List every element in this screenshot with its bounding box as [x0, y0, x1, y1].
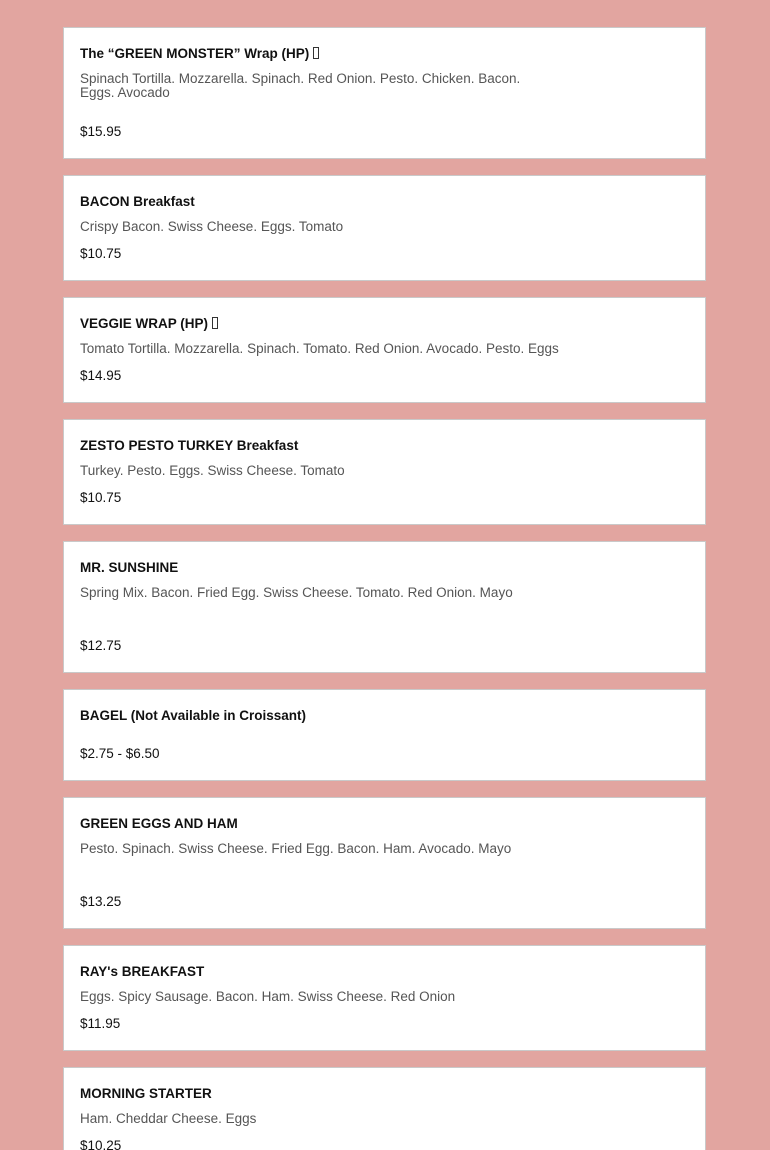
menu-item-price: $10.25 — [80, 1138, 122, 1150]
menu-item-price: $12.75 — [80, 638, 122, 653]
menu-item-description: Turkey. Pesto. Eggs. Swiss Cheese. Tomato — [80, 463, 345, 478]
box-glyph-icon — [212, 317, 218, 329]
menu-item-title: BAGEL (Not Available in Croissant) — [80, 708, 307, 723]
box-glyph-icon — [313, 47, 319, 59]
menu-item-description: Spinach Tortilla. Mozzarella. Spinach. Red Onion. Pesto. Chicken. Bacon. Eggs. Avocado — [80, 71, 521, 100]
menu-item-title: RAY's BREAKFAST — [80, 964, 205, 979]
menu-item-description: Tomato Tortilla. Mozzarella. Spinach. Tomato. Red Onion. Avocado. Pesto. Eggs — [80, 341, 559, 356]
menu-item-title: ZESTO PESTO TURKEY Breakfast — [80, 438, 299, 453]
menu-item-title: The “GREEN MONSTER” Wrap (HP) — [80, 46, 319, 61]
menu-item-description: Crispy Bacon. Swiss Cheese. Eggs. Tomato — [80, 219, 344, 234]
menu-item-description: Pesto. Spinach. Swiss Cheese. Fried Egg. Bacon. Ham. Avocado. Mayo — [80, 841, 512, 856]
menu-item-price: $10.75 — [80, 246, 122, 261]
menu-item-price: $15.95 — [80, 124, 122, 139]
menu-item-card[interactable] — [63, 175, 706, 281]
menu-item-title: MORNING STARTER — [80, 1086, 212, 1101]
menu-item-price: $2.75 - $6.50 — [80, 746, 160, 761]
menu-item-price: $11.95 — [80, 1016, 121, 1031]
menu-item-card[interactable] — [63, 1067, 706, 1150]
menu-item-description: Eggs. Spicy Sausage. Bacon. Ham. Swiss Cheese. Red Onion — [80, 989, 456, 1004]
menu-item-card[interactable] — [63, 541, 706, 673]
menu-item-card[interactable] — [63, 27, 706, 159]
menu-item-card[interactable] — [63, 419, 706, 525]
menu-item-description: Ham. Cheddar Cheese. Eggs — [80, 1111, 257, 1126]
menu-item-card[interactable] — [63, 689, 706, 781]
menu-item-price: $14.95 — [80, 368, 122, 383]
menu-item-card[interactable] — [63, 297, 706, 403]
menu-item-description: Spring Mix. Bacon. Fried Egg. Swiss Cheese. Tomato. Red Onion. Mayo — [80, 585, 513, 600]
menu-item-price: $13.25 — [80, 894, 122, 909]
menu-item-card[interactable] — [63, 945, 706, 1051]
menu-item-title: GREEN EGGS AND HAM — [80, 816, 238, 831]
menu-item-title: VEGGIE WRAP (HP) — [80, 316, 218, 331]
menu-item-price: $10.75 — [80, 490, 122, 505]
menu-item-card[interactable] — [63, 797, 706, 929]
menu-item-title: BACON Breakfast — [80, 194, 195, 209]
menu-item-title: MR. SUNSHINE — [80, 560, 179, 575]
